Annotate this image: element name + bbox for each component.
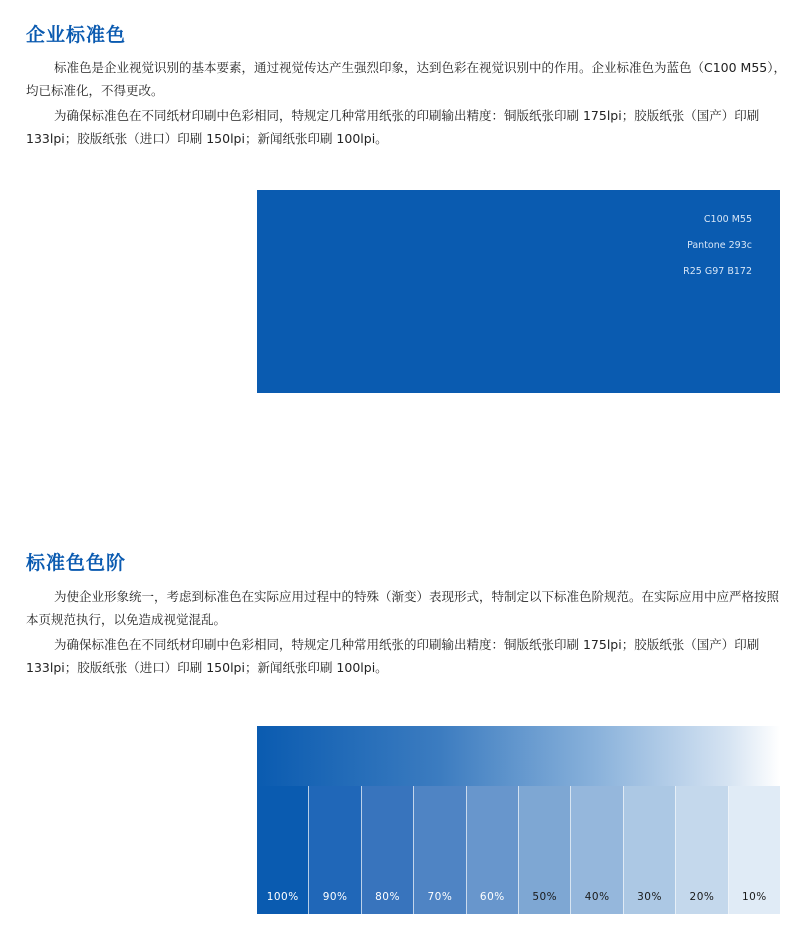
standard-color-intro: 标准色是企业视觉识别的基本要素，通过视觉传达产生强烈印象，达到色彩在视觉识别中的作用。企业标准色为蓝色（C100 M55），均已标准化，不得更改。 — [26, 60, 787, 98]
tint-swatch — [362, 786, 414, 914]
standard-color-swatch — [257, 190, 780, 393]
tint-swatch — [624, 786, 676, 914]
tint-label: 20% — [689, 891, 715, 903]
color-scale-print-spec: 为确保标准色在不同纸材印刷中色彩相同，特规定几种常用纸张的印刷输出精度：铜版纸张印刷 175lpi；胶版纸张（国产）印刷 133lpi；胶版纸张（进口）印刷 150lpi；新闻纸张印刷 100lpi。 — [26, 637, 760, 675]
tint-label: 50% — [532, 891, 558, 903]
tint-swatch — [571, 786, 623, 914]
tint-swatch — [257, 786, 309, 914]
swatch-pantone: Pantone 293c — [687, 240, 752, 251]
section-title-color-scale: 标准色色阶 — [26, 552, 127, 574]
tint-swatch — [676, 786, 728, 914]
color-gradient-bar — [257, 726, 780, 786]
section-title-standard-color: 企业标准色 — [26, 24, 127, 46]
swatch-rgb: R25 G97 B172 — [683, 266, 752, 277]
swatch-specs — [683, 207, 752, 285]
tint-label: 10% — [741, 891, 767, 903]
color-scale-intro: 为使企业形象统一，考虑到标准色在实际应用过程中的特殊（渐变）表现形式，特制定以下标准色阶规范。在实际应用中应严格按照本页规范执行，以免造成视觉混乱。 — [26, 589, 780, 627]
tint-swatch — [467, 786, 519, 914]
tint-label: 70% — [427, 891, 453, 903]
tint-swatch — [414, 786, 466, 914]
tint-label: 40% — [584, 891, 610, 903]
tint-swatch — [729, 786, 780, 914]
tint-label: 100% — [266, 891, 299, 903]
tint-swatch — [519, 786, 571, 914]
swatch-cmyk: C100 M55 — [703, 214, 752, 225]
tint-label: 80% — [375, 891, 400, 903]
tint-swatch — [309, 786, 361, 914]
tint-label: 60% — [479, 891, 505, 903]
tint-label: 30% — [637, 891, 662, 903]
standard-color-print-spec: 为确保标准色在不同纸材印刷中色彩相同，特规定几种常用纸张的印刷输出精度：铜版纸张印刷 175lpi；胶版纸张（国产）印刷 133lpi；胶版纸张（进口）印刷 150lpi；新闻纸张印刷 100lpi。 — [26, 108, 760, 146]
tint-scale — [257, 786, 780, 914]
tint-label: 90% — [322, 891, 348, 903]
